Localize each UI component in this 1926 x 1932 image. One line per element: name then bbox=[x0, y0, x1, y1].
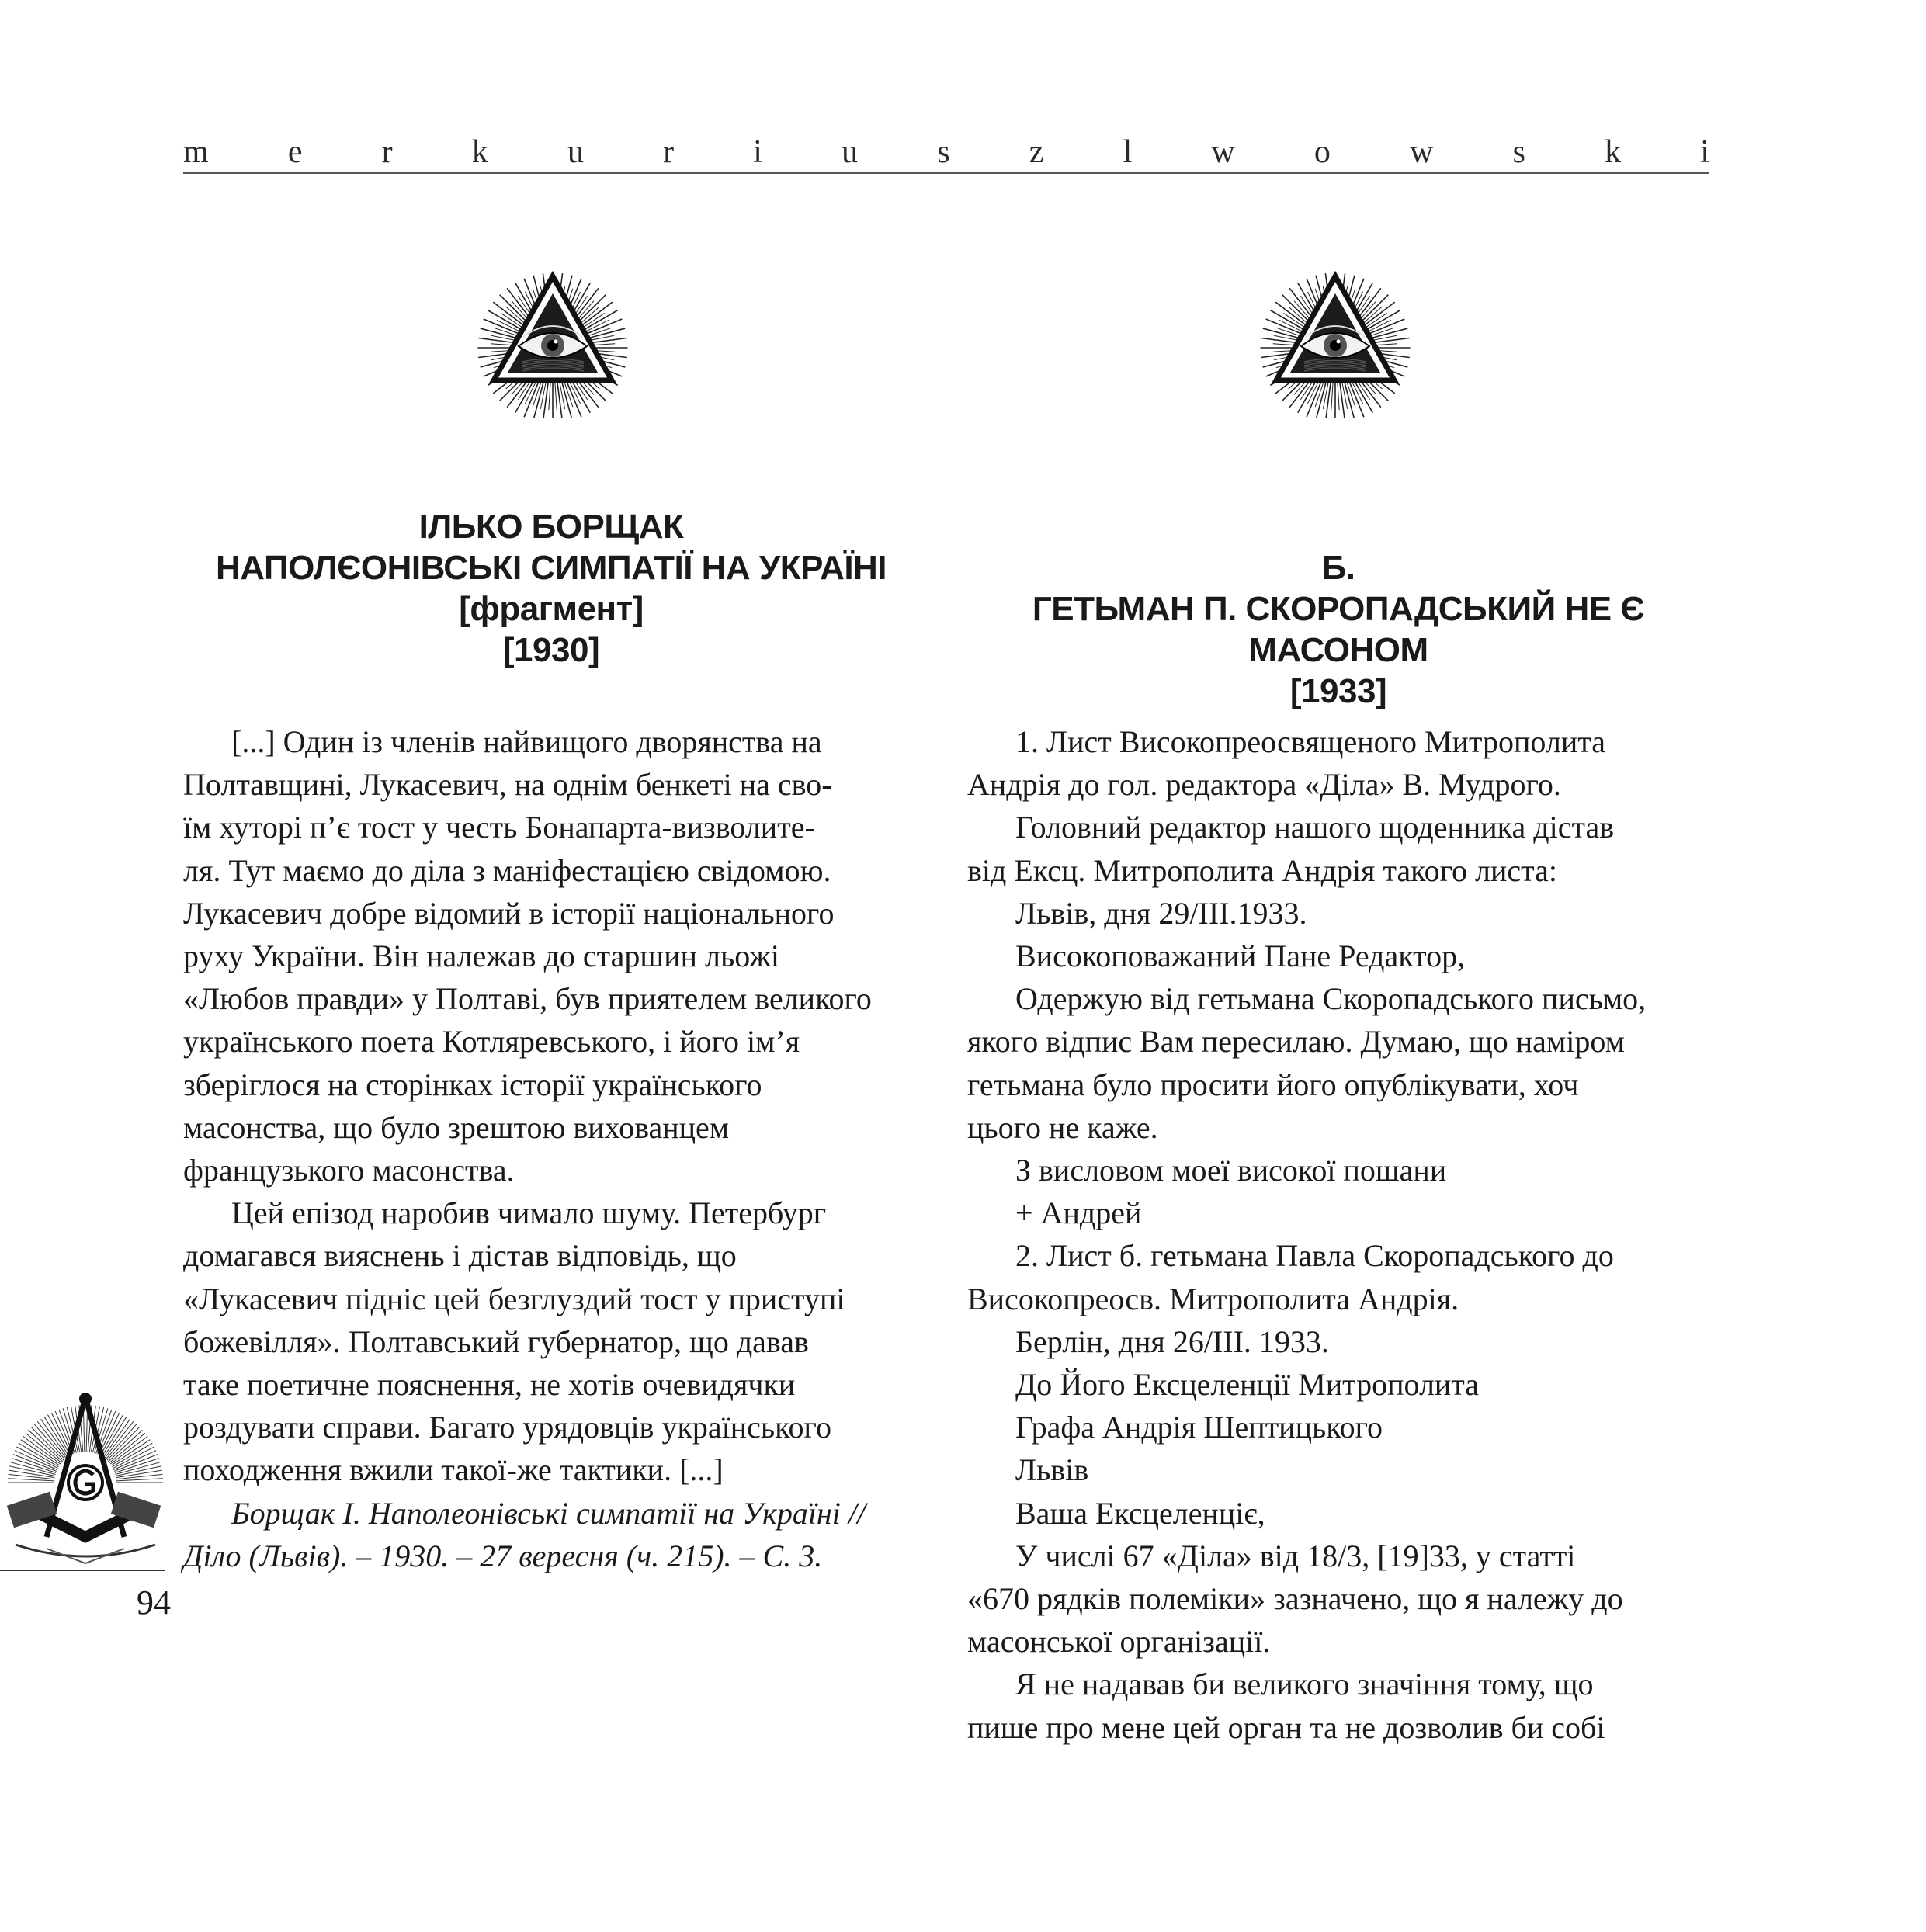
left-title-line: ІЛЬКО БОРЩАК bbox=[418, 508, 684, 546]
running-head-letter: u bbox=[842, 134, 859, 170]
right-title-line: [1933] bbox=[1289, 672, 1387, 710]
running-head-letter: z bbox=[1029, 134, 1044, 170]
text-line: Головний редактор нашого щоденника дістав bbox=[1015, 810, 1615, 845]
text-line: цього не каже. bbox=[967, 1109, 1158, 1145]
page-number-rule bbox=[0, 1570, 165, 1571]
text-line: таке поетичне пояснення, не хотів очевидячки bbox=[183, 1367, 796, 1403]
running-head-letter: r bbox=[381, 134, 393, 170]
text-line: Андрія до гол. редактора «Діла» В. Мудрого. bbox=[967, 767, 1561, 803]
text-line: гетьмана було просити його опублікувати, хоч bbox=[967, 1067, 1579, 1102]
text-line: масонської організації. bbox=[967, 1624, 1271, 1660]
text-line: Цей епізод наробив чимало шуму. Петербург bbox=[231, 1195, 827, 1231]
left-title-line: [1930] bbox=[502, 631, 600, 669]
text-line: зберіглося на сторінках історії українського bbox=[183, 1067, 762, 1102]
running-head-letter: k bbox=[1605, 134, 1622, 170]
right-title-line: МАСОНОМ bbox=[1248, 631, 1428, 669]
running-head-letter: l bbox=[1123, 134, 1133, 170]
running-head-letter: w bbox=[1410, 134, 1434, 170]
text-line: Борщак І. Наполеонівські симпатії на Україні // bbox=[231, 1495, 866, 1531]
text-line: 1. Лист Високопреосвященого Митрополита bbox=[1015, 724, 1605, 759]
text-line: Лукасевич добре відомий в історії національного bbox=[183, 895, 835, 931]
left-article-body bbox=[183, 720, 919, 1577]
right-article-body bbox=[967, 720, 1709, 1749]
running-head-letter: k bbox=[471, 134, 488, 170]
body-paragraph bbox=[967, 1191, 1709, 1234]
body-paragraph bbox=[967, 1492, 1709, 1535]
running-head-letter: m bbox=[183, 134, 209, 170]
text-line: Львів bbox=[1015, 1452, 1089, 1488]
body-paragraph bbox=[967, 1535, 1709, 1663]
running-head-letter: o bbox=[1313, 134, 1331, 170]
text-line: їм хуторі п’є тост у честь Бонапарта-визволите- bbox=[183, 810, 815, 845]
body-paragraph bbox=[967, 1363, 1709, 1406]
text-line: домагався вияснень і дістав відповідь, що bbox=[183, 1238, 737, 1274]
body-paragraph bbox=[967, 935, 1709, 977]
running-head-letter: w bbox=[1211, 134, 1235, 170]
right-title-line: Б. bbox=[1321, 549, 1355, 587]
body-paragraph bbox=[183, 1191, 919, 1491]
body-paragraph bbox=[967, 1406, 1709, 1448]
running-head bbox=[183, 132, 1709, 171]
text-line: «Любов правди» у Полтаві, був приятелем великого bbox=[183, 981, 872, 1017]
right-article-title bbox=[967, 547, 1709, 712]
text-line: + Андрей bbox=[1015, 1195, 1142, 1231]
text-line: Високопреосв. Митрополита Андрія. bbox=[967, 1281, 1459, 1316]
body-paragraph bbox=[967, 1149, 1709, 1191]
square-and-compass-icon bbox=[0, 1389, 168, 1568]
text-line: ля. Тут маємо до діла з маніфестацією свідомою. bbox=[183, 852, 831, 888]
right-title-line: ГЕТЬМАН П. СКОРОПАДСЬКИЙ НЕ Є bbox=[1032, 590, 1645, 628]
page-number: 94 bbox=[137, 1583, 171, 1622]
running-head-letter: e bbox=[287, 134, 303, 170]
text-line: пише про мене цей орган та не дозволив би собі bbox=[967, 1709, 1605, 1745]
body-paragraph bbox=[967, 1663, 1709, 1748]
text-line: 2. Лист б. гетьмана Павла Скоропадського до bbox=[1015, 1238, 1614, 1274]
text-line: божевілля». Полтавський губернатор, що давав bbox=[183, 1323, 809, 1359]
text-line: [...] Один із членів найвищого дворянства на bbox=[231, 724, 822, 759]
body-paragraph bbox=[967, 977, 1709, 1149]
body-paragraph bbox=[967, 1448, 1709, 1491]
body-paragraph bbox=[967, 1320, 1709, 1363]
all-seeing-eye-icon bbox=[475, 262, 630, 418]
text-line: «Лукасевич підніс цей безглуздий тост у приступі bbox=[183, 1281, 845, 1316]
text-line: від Ексц. Митрополита Андрія такого листа: bbox=[967, 852, 1557, 888]
text-line: Я не надавав би великого значіння тому, що bbox=[1015, 1667, 1594, 1702]
left-article-title bbox=[183, 506, 919, 671]
source-reference bbox=[183, 1492, 919, 1577]
text-line: У числі 67 «Діла» від 18/3, [19]33, у статті bbox=[1015, 1538, 1576, 1573]
body-paragraph bbox=[967, 720, 1709, 806]
body-paragraph bbox=[183, 720, 919, 1191]
running-head-letter: s bbox=[1512, 134, 1525, 170]
text-line: Полтавщині, Лукасевич, на однім бенкеті на сво- bbox=[183, 767, 832, 803]
text-line: роздувати справи. Багато урядовців українського bbox=[183, 1410, 831, 1445]
body-paragraph bbox=[967, 892, 1709, 935]
text-line: Ваша Ексцеленціє, bbox=[1015, 1495, 1265, 1531]
running-head-letter: s bbox=[937, 134, 950, 170]
body-paragraph bbox=[967, 806, 1709, 891]
text-line: З висловом моеї високої пошани bbox=[1015, 1153, 1447, 1188]
running-head-letter: i bbox=[1700, 134, 1709, 170]
running-head-rule bbox=[183, 172, 1709, 174]
text-line: Графа Андрія Шептицького bbox=[1015, 1410, 1383, 1445]
text-line: «670 рядків полеміки» зазначено, що я належу до bbox=[967, 1581, 1623, 1617]
body-paragraph bbox=[967, 1234, 1709, 1320]
running-head-letter: r bbox=[663, 134, 675, 170]
text-line: походження вжили такої-же тактики. [...] bbox=[183, 1452, 724, 1488]
running-head-letter: u bbox=[567, 134, 584, 170]
text-line: французького масонства. bbox=[183, 1153, 515, 1188]
all-seeing-eye-icon bbox=[1258, 262, 1413, 418]
text-line: Берлін, дня 26/ІІІ. 1933. bbox=[1015, 1323, 1329, 1359]
text-line: масонства, що було зрештою вихованцем bbox=[183, 1109, 730, 1145]
text-line: українського поета Котляревського, і його ім’я bbox=[183, 1024, 800, 1060]
left-title-line: [фрагмент] bbox=[459, 590, 644, 628]
text-line: якого відпис Вам пересилаю. Думаю, що наміром bbox=[967, 1024, 1625, 1060]
text-line: Високоповажаний Пане Редактор, bbox=[1015, 938, 1466, 974]
left-title-line: НАПОЛЄОНІВСЬКІ СИМПАТІЇ НА УКРАЇНІ bbox=[215, 549, 887, 587]
text-line: Діло (Львів). – 1930. – 27 вересня (ч. 215). – С. 3. bbox=[183, 1538, 823, 1573]
text-line: До Його Ексцеленції Митрополита bbox=[1015, 1367, 1480, 1403]
running-head-letter: i bbox=[753, 134, 762, 170]
text-line: Львів, дня 29/ІІІ.1933. bbox=[1015, 895, 1307, 931]
text-line: Одержую від гетьмана Скоропадського письмо, bbox=[1015, 981, 1647, 1017]
text-line: руху України. Він належав до старшин льожі bbox=[183, 938, 779, 974]
